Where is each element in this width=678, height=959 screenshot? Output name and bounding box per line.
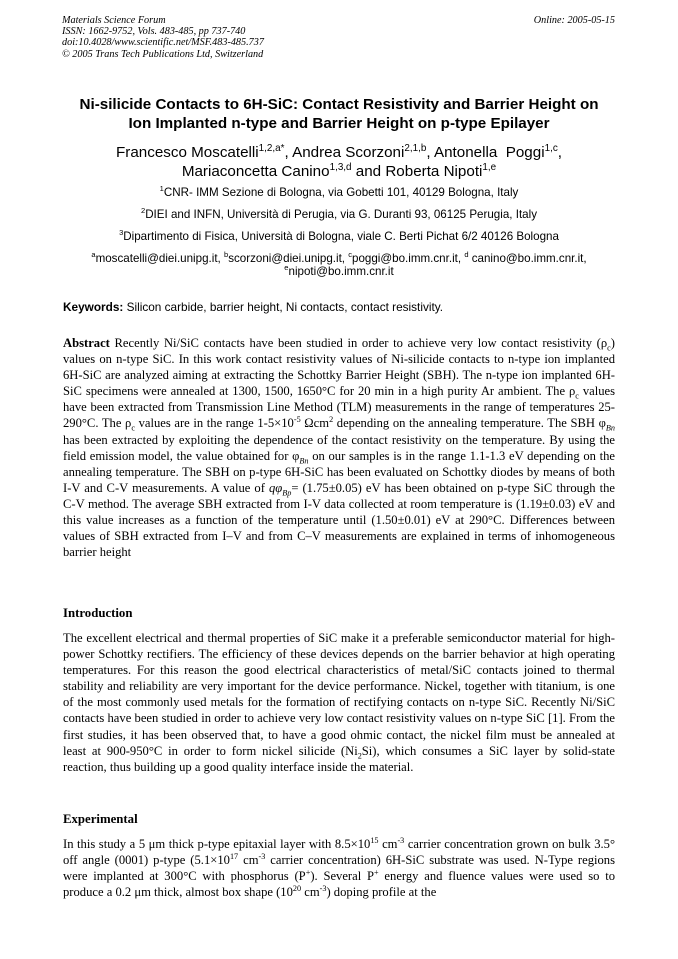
author-list — [40, 143, 638, 181]
superscript: -3 — [319, 884, 327, 894]
subscript: 2 — [357, 751, 362, 761]
author-sep: and — [351, 163, 386, 180]
exp-text: energy and fluence values were used so to produce a 0.2 μm thick, almost box shape (10 — [63, 869, 615, 900]
superscript: -5 — [293, 415, 301, 425]
author-name: Francesco Moscatelli — [116, 144, 259, 161]
superscript: + — [374, 868, 379, 877]
affil-text: Dipartimento di Fisica, Università di Bologna, viale C. Berti Pichat 6/2 40126 Bologna — [123, 230, 559, 243]
exp-text: ). Several P — [310, 869, 375, 884]
subscript: Bn — [299, 456, 309, 466]
affil-text: CNR- IMM Sezione di Bologna, via Gobetti 101, 40129 Bologna, Italy — [163, 186, 519, 199]
subscript: c — [131, 423, 135, 433]
exp-text: carrier concentration grown on bulk 3.5° off angle (0001) p-type (5.1×10 — [63, 837, 615, 868]
journal-header — [62, 15, 264, 60]
email-link[interactable]: poggi@bo.imm.cnr.it, — [352, 252, 465, 265]
keywords-text: Silicon carbide, barrier height, Ni contacts, contact resistivity. — [123, 300, 444, 314]
title-line-2: Ion Implanted n-type and Barrier Height on p-type Epilayer — [128, 115, 550, 132]
author-name: Roberta Nipoti — [385, 163, 483, 180]
experimental-heading: Experimental — [63, 812, 138, 826]
affiliation-1 — [40, 186, 638, 199]
abstract-text: has been extracted by exploiting the dependence of the contact resistivity on the temperature. By using the field emission model, the value obtained for φ — [63, 432, 615, 463]
superscript: 15 — [370, 835, 379, 845]
keywords — [63, 300, 443, 314]
author-sep: , — [557, 144, 562, 161]
superscript: + — [305, 868, 311, 877]
superscript: -3 — [397, 835, 405, 845]
superscript: 17 — [229, 851, 239, 861]
introduction-paragraph — [63, 630, 615, 775]
exp-text: In this study a 5 μm thick p-type epitaxial layer with 8.5×10 — [63, 837, 371, 851]
email-link[interactable]: canino@bo.imm.cnr.it, — [468, 252, 587, 265]
abstract-text: Recently Ni/SiC contacts have been studied in order to achieve very low contact resistivity (ρ — [109, 336, 608, 350]
title-line-1: Ni-silicide Contacts to 6H-SiC: Contact Resistivity and Barrier Height on — [79, 96, 599, 113]
issn: ISSN: 1662-9752, Vols. 483-485, pp 737-740 — [62, 26, 246, 38]
abstract-text: Ωcm — [300, 416, 330, 431]
author-line-1 — [40, 143, 638, 162]
author-line-2 — [40, 162, 638, 181]
abstract-text: values have been extracted from Transmission Line Method (TLM) measurements in the range of temperatures 25-290°C. The ρ — [63, 384, 616, 431]
email-sup: e — [284, 263, 289, 273]
exp-text: cm — [378, 837, 398, 851]
author-affil-sup: 1,c — [544, 142, 558, 154]
abstract-paragraph — [63, 335, 615, 560]
exp-text: ) doping profile at the — [326, 885, 437, 900]
superscript: -3 — [258, 851, 266, 861]
online-date: Online: 2005-05-15 — [533, 15, 615, 26]
email-list — [40, 252, 638, 278]
subscript: Bp — [282, 488, 292, 498]
doi: doi:10.4028/www.scientific.net/MSF.483-485.737 — [62, 37, 264, 49]
paper-title — [40, 95, 638, 133]
email-link[interactable]: scorzoni@diei.unipg.it, — [228, 252, 349, 265]
intro-text: Si), which consumes a SiC layer by solid-state reaction, thus building up a good quality interface inside the material. — [63, 743, 615, 774]
exp-text: cm — [238, 853, 259, 868]
email-sup: c — [348, 250, 353, 260]
subscript: c — [607, 343, 611, 353]
subscript: Bn — [605, 423, 615, 433]
abstract-symbol: qφ — [268, 480, 283, 495]
abstract-text: on our samples is in the range 1.1-1.3 eV depending on the annealing temperature. The SBH on p-type 6H-SiC has been evaluated on Schottky diodes by means of both I-V and C-V measurements. A value of — [63, 448, 616, 495]
author-sep: , — [284, 144, 293, 161]
abstract-text: depending on the annealing temperature. The SBH φ — [333, 416, 606, 431]
author-sep: , — [426, 144, 434, 161]
exp-text: cm — [301, 885, 320, 900]
author-name: Andrea Scorzoni — [292, 144, 405, 161]
email-sup: b — [224, 250, 229, 260]
affiliation-2 — [40, 208, 638, 221]
abstract-text: ) values on n-type SiC. In this work contact resistivity values of Ni-silicide contacts to n-type ion implanted 6H-SiC are analyzed aiming at extracting the Schottky Barrier Height (SBH). The n-type ion implanted 6H-SiC specimens were annealed at 1300, 1500, 1650°C for 20 min in a high purity Ar ambient. The ρ — [63, 336, 615, 399]
introduction-heading: Introduction — [63, 606, 133, 620]
author-affil-sup: 1,2,a* — [258, 142, 285, 154]
superscript: 20 — [292, 884, 302, 894]
email-line-2 — [40, 265, 638, 278]
author-affil-sup: 2,1,b — [404, 142, 427, 154]
affil-sup: 1 — [159, 184, 164, 194]
abstract-text: values are in the range 1-5×10 — [134, 416, 294, 431]
abstract-label: Abstract — [63, 336, 110, 350]
email-link[interactable]: nipoti@bo.imm.cnr.it — [288, 265, 394, 278]
experimental-paragraph — [63, 836, 615, 900]
affiliation-3 — [40, 230, 638, 243]
email-sup: d — [464, 250, 469, 260]
email-sup: a — [91, 250, 96, 260]
abstract-text: = (1.75±0.05) eV has been obtained on p-type SiC through the C-V method. The average SBH extracted from I-V data collected at room temperature is (1.19±0.03) eV and this value increases as a function of the temperature until (1.50±0.01) eV at 290°C. Differences between values of SBH extracted from I–V and from C–V measurements are explained in terms of inhomogeneous barrier height — [63, 480, 615, 560]
intro-text: The excellent electrical and thermal properties of SiC make it a preferable semiconductor material for high-power Schottky rectifiers. The efficiency of these devices depends on the barrier behavior at high operating temperatures. For this reason the good electrical characteristics of metal/SiC contacts joined to thermal stability and reliability are very important for the device performance. Nickel, together with titanium, is one of the most commonly used metals for the formation of rectifying contacts on n-type SiC. Recently Ni/SiC contacts have been studied in order to achieve very low contact resistivity values on n-type SiC [1]. From the first studies, it has been observed that, to have a good ohmic contact, the nickel film must be annealed at least at 900-950°C in order to form nickel silicide (Ni — [63, 631, 615, 758]
affil-sup: 2 — [140, 206, 146, 216]
author-name: Antonella Poggi — [433, 144, 545, 161]
author-affil-sup: 1,e — [482, 161, 497, 173]
copyright: © 2005 Trans Tech Publications Ltd, Switzerland — [62, 48, 264, 60]
email-link[interactable]: moscatelli@diei.unipg.it, — [95, 252, 224, 265]
superscript: 2 — [329, 415, 334, 425]
affil-text: DIEI and INFN, Università di Perugia, via G. Duranti 93, 06125 Perugia, Italy — [145, 208, 537, 221]
affil-sup: 3 — [119, 228, 124, 238]
subscript: c — [575, 391, 579, 401]
journal-name: Materials Science Forum — [62, 15, 166, 26]
keywords-label: Keywords: — [63, 300, 124, 314]
exp-text: carrier concentration) 6H-SiC substrate was used. N-Type regions were implanted at 300°C with phosphorus (P — [63, 853, 615, 884]
author-affil-sup: 1,3,d — [329, 161, 352, 173]
author-name: Mariaconcetta Canino — [181, 163, 330, 180]
email-line-1 — [40, 252, 638, 265]
